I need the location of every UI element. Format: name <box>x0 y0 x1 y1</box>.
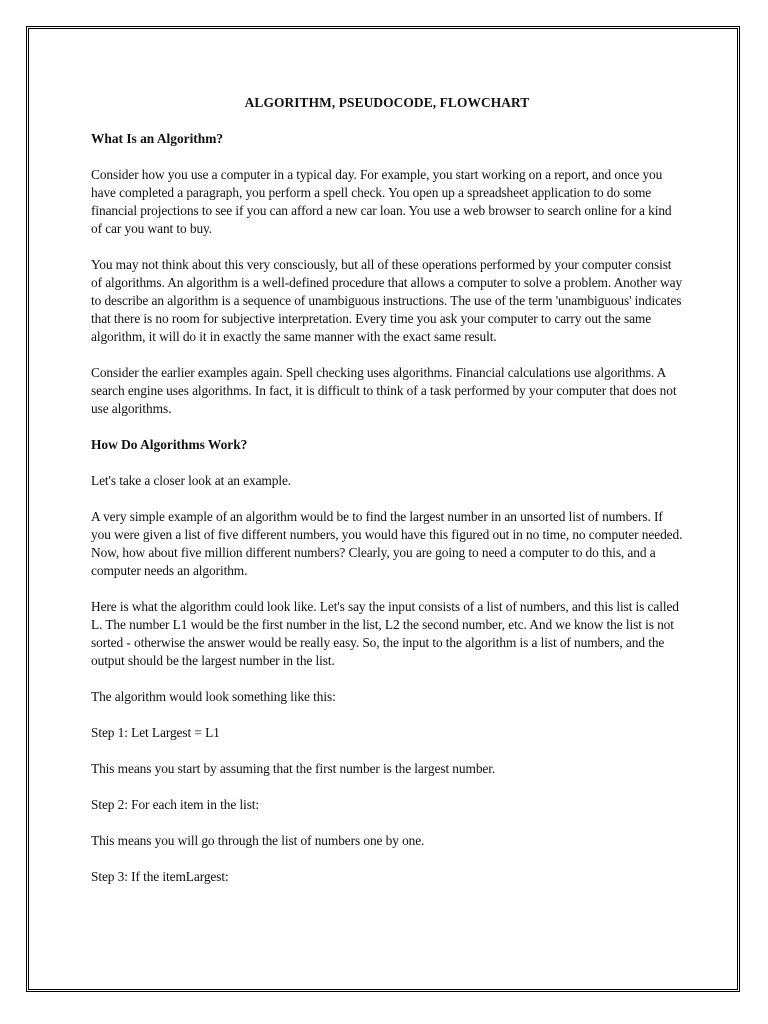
section-heading-what-is-algorithm: What Is an Algorithm? <box>91 131 224 146</box>
document-body <box>91 94 683 904</box>
algorithm-step: Step 2: For each item in the list: <box>91 797 260 812</box>
algorithm-step: Step 1: Let Largest = L1 <box>91 725 220 740</box>
paragraph: Consider the earlier examples again. Spell checking uses algorithms. Financial calculations use algorithms. A search engine uses algorithms. In fact, it is difficult to think of a task performed by your computer that does not use algorithms. <box>91 365 677 416</box>
paragraph: Let's take a closer look at an example. <box>91 473 292 488</box>
step-description: This means you start by assuming that the first number is the largest number. <box>91 761 496 776</box>
paragraph: Consider how you use a computer in a typical day. For example, you start working on a report, and once you have completed a paragraph, you perform a spell check. You open up a spreadsheet application to do some financial projections to see if you can afford a new car loan. You use a web browser to search online for a kind of car you want to buy. <box>91 167 672 236</box>
section-heading-how-algorithms-work: How Do Algorithms Work? <box>91 437 248 452</box>
document-title: ALGORITHM, PSEUDOCODE, FLOWCHART <box>244 95 530 110</box>
algorithm-step: Step 3: If the itemLargest: <box>91 869 229 884</box>
paragraph: You may not think about this very consciously, but all of these operations performed by your computer consist of algorithms. An algorithm is a well-defined procedure that allows a computer to solve a problem. Another way to describe an algorithm is a sequence of unambiguous instructions. The use of the term 'unambiguous' indicates that there is no room for subjective interpretation. Every time you ask your computer to carry out the same algorithm, it will do it in exactly the same manner with the exact same result. <box>91 257 683 344</box>
paragraph: Here is what the algorithm could look like. Let's say the input consists of a list of numbers, and this list is called L. The number L1 would be the first number in the list, L2 the second number, etc. And we know the list is not sorted - otherwise the answer would be really easy. So, the input to the algorithm is a list of numbers, and the output should be the largest number in the list. <box>91 599 679 668</box>
step-description: This means you will go through the list of numbers one by one. <box>91 833 425 848</box>
paragraph: The algorithm would look something like this: <box>91 689 336 704</box>
paragraph: A very simple example of an algorithm would be to find the largest number in an unsorted list of numbers. If you were given a list of five different numbers, you would have this figured out in no time, no computer needed. Now, how about five million different numbers? Clearly, you are going to need a computer to do this, and a computer needs an algorithm. <box>91 509 683 578</box>
